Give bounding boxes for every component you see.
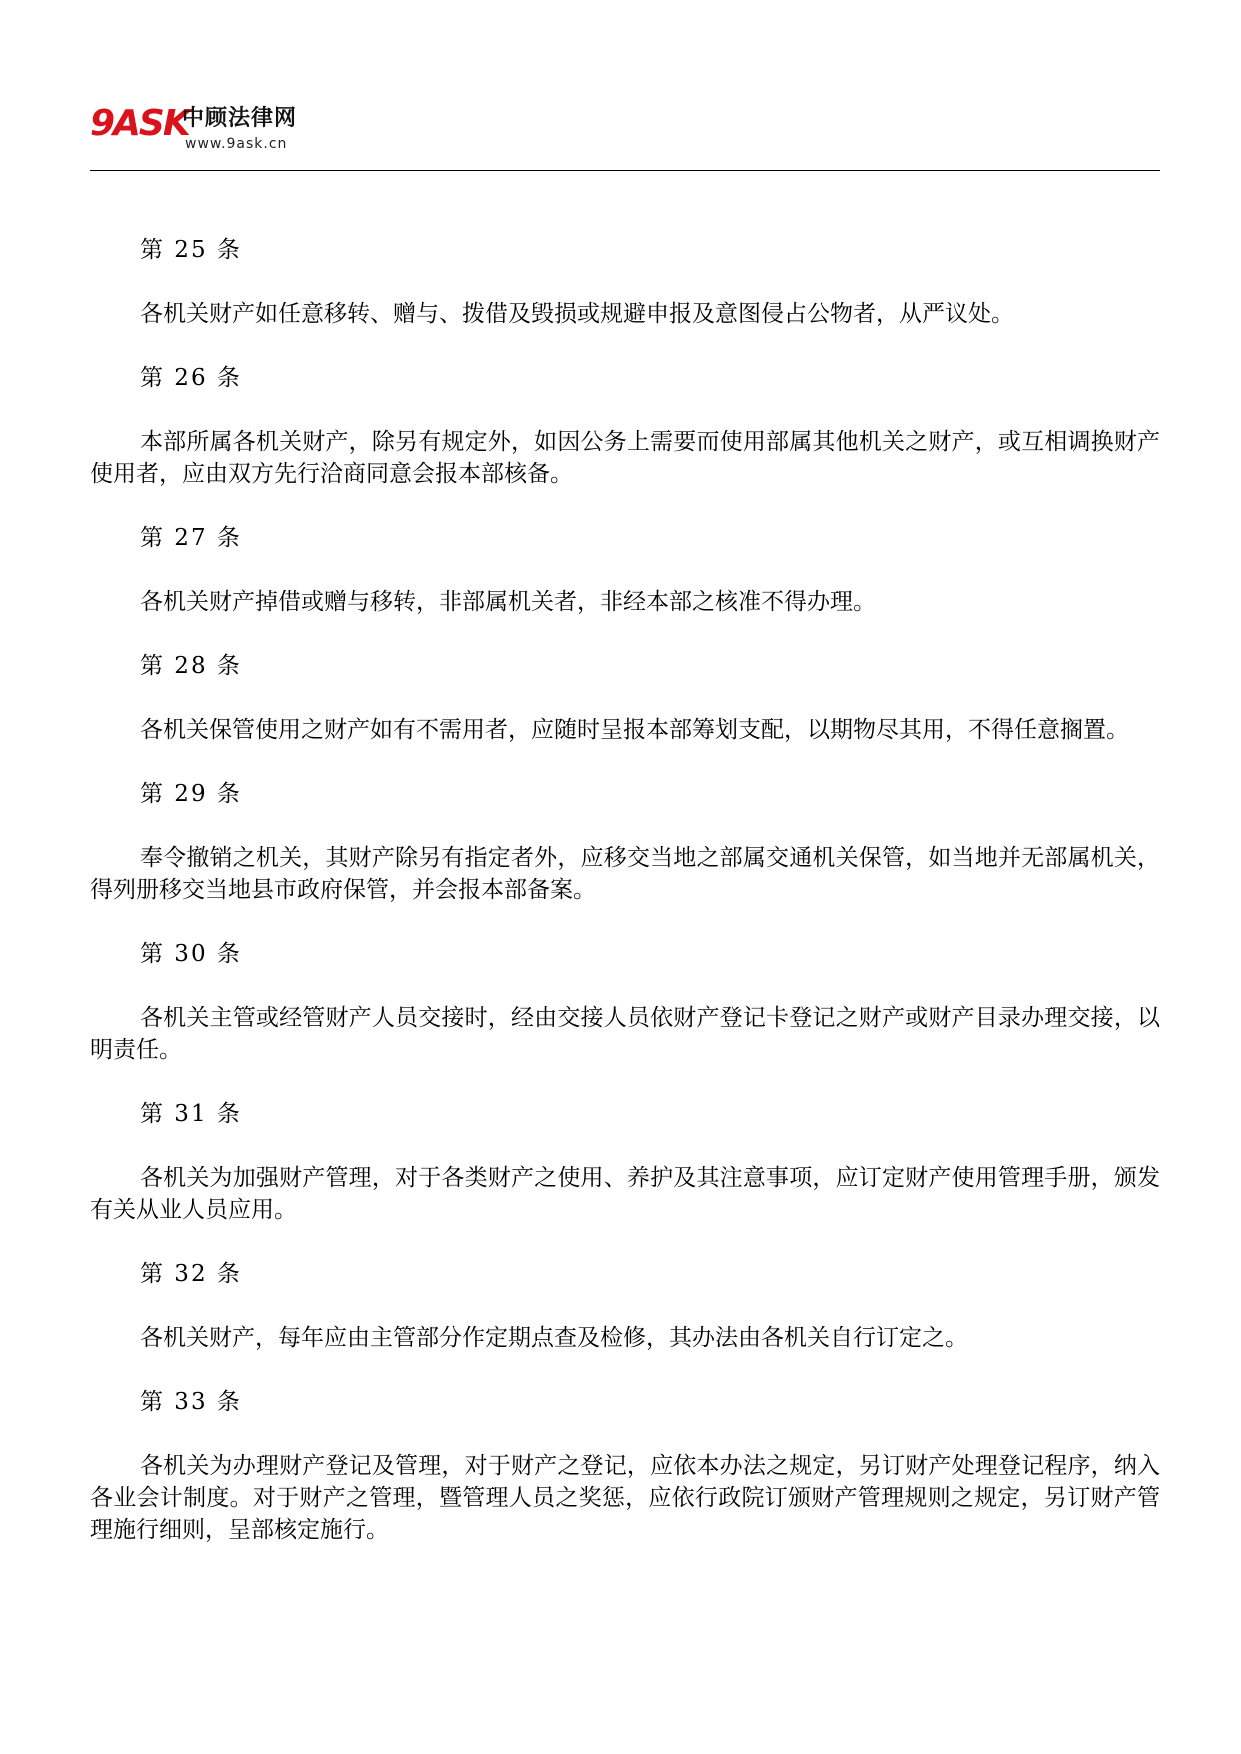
article-heading: 第 26 条 — [140, 365, 242, 391]
article-text: 各机关财产，每年应由主管部分作定期点查及检修，其办法由各机关自行订定之。 — [140, 1325, 968, 1351]
article-heading: 第 30 条 — [140, 941, 242, 967]
header-divider — [90, 170, 1160, 171]
article-27 — [90, 522, 1160, 618]
article-text: 各机关财产如任意移转、赠与、拨借及毁损或规避申报及意图侵占公物者，从严议处。 — [140, 301, 1014, 327]
article-text: 各机关财产掉借或赠与移转，非部属机关者，非经本部之核准不得办理。 — [140, 589, 876, 615]
article-30 — [90, 938, 1160, 1066]
logo-site-name: 中顾法律网 — [182, 106, 298, 131]
article-text: 各机关为办理财产登记及管理，对于财产之登记，应依本办法之规定，另订财产处理登记程序，纳入各业会计制度。对于财产之管理，暨管理人员之奖惩，应依行政院订颁财产管理规则之规定，另订财产管理施行细则，呈部核定施行。 — [90, 1453, 1160, 1543]
article-29 — [90, 778, 1160, 906]
article-33 — [90, 1386, 1160, 1546]
article-heading: 第 31 条 — [140, 1101, 242, 1127]
article-25 — [90, 234, 1160, 330]
article-text: 奉令撤销之机关，其财产除另有指定者外，应移交当地之部属交通机关保管，如当地并无部属机关，得列册移交当地县市政府保管，并会报本部备案。 — [90, 845, 1160, 903]
article-heading: 第 29 条 — [140, 781, 242, 807]
article-heading: 第 28 条 — [140, 653, 242, 679]
site-logo[interactable] — [90, 100, 330, 160]
logo-url: www.9ask.cn — [185, 136, 288, 152]
document-body — [90, 234, 1160, 1578]
article-text: 各机关保管使用之财产如有不需用者，应随时呈报本部筹划支配，以期物尽其用，不得任意搁置。 — [140, 717, 1129, 743]
article-text: 各机关为加强财产管理，对于各类财产之使用、养护及其注意事项，应订定财产使用管理手册，颁发有关从业人员应用。 — [90, 1165, 1160, 1223]
page-header — [90, 100, 1160, 170]
article-26 — [90, 362, 1160, 490]
article-text: 各机关主管或经管财产人员交接时，经由交接人员依财产登记卡登记之财产或财产目录办理交接，以明责任。 — [90, 1005, 1160, 1063]
logo-brand-mark: 9ASK — [90, 103, 189, 144]
article-heading: 第 32 条 — [140, 1261, 242, 1287]
article-28 — [90, 650, 1160, 746]
article-31 — [90, 1098, 1160, 1226]
article-heading: 第 27 条 — [140, 525, 242, 551]
article-text: 本部所属各机关财产，除另有规定外，如因公务上需要而使用部属其他机关之财产，或互相调换财产使用者，应由双方先行洽商同意会报本部核备。 — [90, 429, 1160, 487]
article-32 — [90, 1258, 1160, 1354]
article-heading: 第 25 条 — [140, 237, 242, 263]
article-heading: 第 33 条 — [140, 1389, 242, 1415]
